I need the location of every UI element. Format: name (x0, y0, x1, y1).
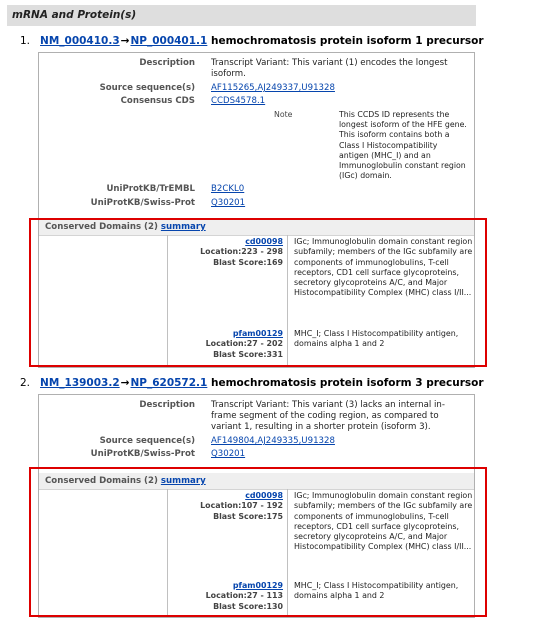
np-accession-link[interactable]: NP_620572.1 (130, 377, 208, 389)
domain-blast-score: Blast Score:331 (213, 349, 283, 359)
protein-name: hemochromatosis protein isoform 1 precursor (211, 35, 484, 47)
domain-description: IGc; Immunoglobulin domain constant region subfamily; members of the IGc subfamily are components of immunoglobulins, T-cell receptors, CD1 cell surface glycoproteins, secretory glycoproteins A/C, and Major Histocompatibility Complex (MHC) class I/II... (294, 237, 473, 298)
divider (39, 235, 474, 236)
entry-panel (38, 52, 475, 368)
domain-info (158, 329, 283, 360)
description-value: Transcript Variant: This variant (1) encodes the longest isoform. (211, 58, 448, 79)
domain-description: MHC_I; Class I Histocompatibility antigen, domains alpha 1 and 2 (294, 329, 459, 349)
note-label: Note (274, 110, 293, 119)
domain-blast-score: Blast Score:130 (213, 601, 283, 611)
nm-accession-link[interactable]: NM_000410.3 (40, 35, 120, 47)
domain-id-link[interactable]: pfam00129 (232, 581, 283, 590)
domain-blast-score: Blast Score:175 (213, 511, 283, 521)
swissprot-label: UniProtKB/Swiss-Prot (90, 198, 195, 208)
conserved-domains-label: Conserved Domains (2) (45, 222, 158, 232)
separator: → (120, 35, 130, 47)
consensus-link[interactable]: CCDS4578.1 (211, 96, 266, 106)
separator: → (120, 377, 130, 389)
domains-summary-link[interactable]: summary (160, 476, 206, 486)
domain-location: Location:27 - 113 (205, 591, 283, 601)
conserved-domains-label: Conserved Domains (2) (45, 476, 158, 486)
entry-title (20, 35, 484, 47)
swissprot-label: UniProtKB/Swiss-Prot (90, 449, 195, 459)
swissprot-link[interactable]: Q30201 (211, 198, 246, 208)
domain-blast-score: Blast Score:169 (213, 257, 283, 267)
source-label: Source sequence(s) (99, 436, 195, 446)
trembl-label: UniProtKB/TrEMBL (106, 184, 195, 194)
nm-accession-link[interactable]: NM_139003.2 (40, 377, 120, 389)
domain-id-link[interactable]: cd00098 (245, 237, 283, 246)
source-link[interactable]: AF149804,AJ249335,U91328 (211, 436, 335, 446)
note-text: This CCDS ID represents the longest isoform of the HFE gene. This isoform contains both a Class I Histocompatibility antigen (MHC_I) and an Immunoglobulin constant region (IGc) domain. (339, 110, 467, 181)
domain-info (158, 581, 283, 612)
trembl-link[interactable]: B2CKL0 (211, 184, 245, 194)
conserved-domains-header (45, 476, 206, 486)
consensus-label: Consensus CDS (120, 96, 195, 106)
np-accession-link[interactable]: NP_000401.1 (130, 35, 208, 47)
domain-id-link[interactable]: cd00098 (245, 491, 283, 500)
divider (287, 489, 288, 617)
domain-location: Location:107 - 192 (200, 501, 283, 511)
section-header (7, 5, 476, 26)
entry-panel (38, 394, 475, 618)
domain-location: Location:27 - 202 (205, 339, 283, 349)
conserved-domains-header (45, 222, 206, 232)
source-link[interactable]: AF115265,AJ249337,U91328 (211, 83, 335, 93)
domain-info (158, 491, 283, 522)
domains-summary-link[interactable]: summary (160, 222, 206, 232)
domain-description: MHC_I; Class I Histocompatibility antigen, domains alpha 1 and 2 (294, 581, 459, 601)
protein-name: hemochromatosis protein isoform 3 precursor (211, 377, 484, 389)
domain-info (158, 237, 283, 268)
entry-number: 1. (20, 35, 31, 47)
entry-title (20, 377, 484, 389)
description-label: Description (139, 400, 195, 410)
description-label: Description (139, 58, 195, 68)
domain-location: Location:223 - 298 (200, 247, 283, 257)
swissprot-link[interactable]: Q30201 (211, 449, 246, 459)
divider (287, 235, 288, 367)
domain-id-link[interactable]: pfam00129 (232, 329, 283, 338)
description-value: Transcript Variant: This variant (3) lacks an internal in-frame segment of the coding region, as compared to variant 1, resulting in a shorter protein (isoform 3). (211, 400, 445, 432)
entry-number: 2. (20, 377, 31, 389)
divider (39, 489, 474, 490)
domain-description: IGc; Immunoglobulin domain constant region subfamily; members of the IGc subfamily are components of immunoglobulins, T-cell receptors, CD1 cell surface glycoproteins, secretory glycoproteins A/C, and Major Histocompatibility Complex (MHC) class I/II... (294, 491, 473, 552)
section-title: mRNA and Protein(s) (12, 9, 137, 21)
source-label: Source sequence(s) (99, 83, 195, 93)
